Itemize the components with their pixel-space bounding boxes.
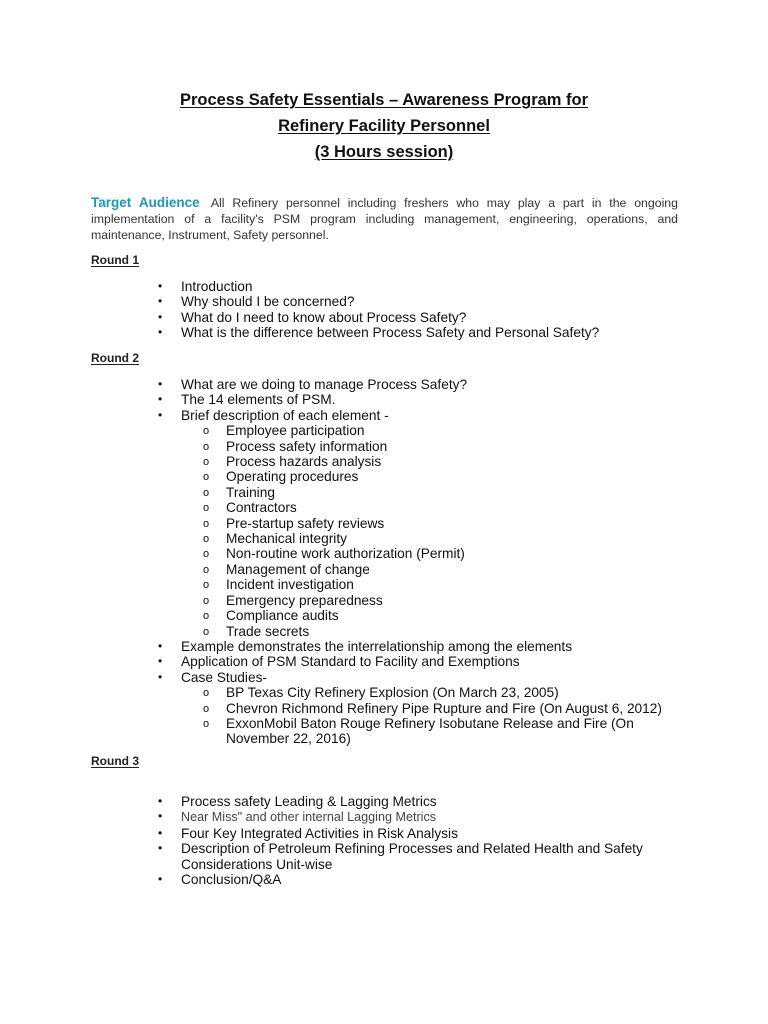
sub-list-item: o Operating procedures: [203, 469, 359, 485]
sub-list-item: o Pre-startup safety reviews: [203, 515, 385, 531]
sub-bullet-icon: o: [203, 548, 210, 561]
document-title-line-2: Refinery Facility Personnel: [278, 117, 490, 135]
sub-bullet-icon: o: [203, 502, 210, 515]
sub-list-item: o Employee participation: [203, 423, 365, 439]
list-item: • What is the difference between Process Safety and Personal Safety?: [158, 325, 600, 341]
sub-bullet-icon: o: [203, 594, 210, 607]
round-2-heading: Round 2: [91, 351, 139, 365]
bullet-icon: •: [158, 294, 163, 309]
sub-list-item: o Compliance audits: [203, 608, 339, 624]
list-item: • Description of Petroleum Refining Processes and Related Health and Safety Considerations Unit-wise: [158, 841, 643, 872]
round-2-list: [158, 377, 718, 747]
list-item: • Near Miss" and other internal Lagging Metrics: [158, 809, 437, 825]
psm-elements-list: [203, 423, 718, 639]
sub-list-item: o Chevron Richmond Refinery Pipe Rupture and Fire (On August 6, 2012): [203, 700, 662, 716]
list-item: • The 14 elements of PSM.: [158, 392, 336, 408]
target-audience-paragraph: [91, 195, 678, 243]
sub-bullet-icon: o: [203, 579, 210, 592]
list-item: • Application of PSM Standard to Facility and Exemptions: [158, 654, 520, 670]
sub-list-item: o Management of change: [203, 561, 370, 577]
list-item: • Introduction: [158, 279, 253, 294]
list-item: • What do I need to know about Process Safety?: [158, 309, 467, 325]
sub-list-item: o Process safety information: [203, 438, 388, 454]
sub-list-item: o Incident investigation: [203, 577, 354, 593]
sub-list-item: o Training: [203, 484, 275, 500]
sub-list-item: o BP Texas City Refinery Explosion (On March 23, 2005): [203, 685, 559, 701]
sub-bullet-icon: o: [203, 471, 210, 484]
bullet-icon: •: [158, 825, 163, 840]
target-audience-label: Target Audience: [91, 195, 200, 210]
bullet-icon: •: [158, 872, 163, 887]
round-3-list: [158, 794, 718, 887]
list-item: • Process safety Leading & Lagging Metrics: [158, 794, 437, 809]
bullet-icon: •: [158, 325, 163, 340]
sub-bullet-icon: o: [203, 610, 210, 623]
sub-list-item: o Process hazards analysis: [203, 454, 382, 470]
sub-bullet-icon: o: [203, 563, 210, 576]
list-item: • Conclusion/Q&A: [158, 872, 282, 888]
bullet-icon: •: [158, 377, 163, 391]
document-title-line-3: (3 Hours session): [314, 143, 454, 161]
bullet-icon: •: [158, 309, 163, 324]
list-item: • Example demonstrates the interrelationship among the elements: [158, 638, 573, 654]
sub-bullet-icon: o: [203, 702, 210, 715]
round-1-heading: Round 1: [91, 253, 139, 267]
list-item: • Case Studies- o BP Texas City Refinery Explosion (On March 23, 2005) o Chevron Richmond Refinery Pipe Rupture and Fire (On August 6, 2012) o ExxonMobil Baton Rouge Refinery Isobutane Release and Fire (On November 22, 2016): [158, 670, 718, 747]
list-item: • Brief description of each element - o Employee participation o Process safety information o Process hazards analysis o Operating procedures o Training o Contractors o Pre-startup safety reviews o Mechanical integrity o Non-routine work authorization (Permit) o Management of change o Incident investigation o Emergency preparedness o Compliance audits o Trade secrets: [158, 408, 718, 639]
sub-bullet-icon: o: [203, 533, 210, 546]
bullet-icon: •: [158, 638, 163, 653]
sub-bullet-icon: o: [203, 687, 210, 700]
bullet-icon: •: [158, 794, 163, 808]
bullet-icon: •: [158, 654, 163, 669]
sub-bullet-icon: o: [203, 456, 210, 469]
case-studies-list: [203, 685, 718, 747]
sub-list-item: o Contractors: [203, 500, 297, 516]
sub-bullet-icon: o: [203, 717, 210, 730]
bullet-icon: •: [158, 392, 163, 407]
sub-list-item: o Non-routine work authorization (Permit): [203, 546, 465, 562]
bullet-icon: •: [158, 407, 163, 422]
list-item: • Why should I be concerned?: [158, 294, 355, 310]
round-1-list: [158, 279, 718, 341]
round-3-heading: Round 3: [91, 754, 139, 768]
sub-bullet-icon: o: [203, 425, 210, 438]
sub-bullet-icon: o: [203, 625, 210, 638]
sub-bullet-icon: o: [203, 517, 210, 530]
sub-list-item: o Trade secrets: [203, 623, 310, 639]
bullet-icon: •: [158, 279, 163, 293]
bullet-icon: •: [158, 669, 163, 684]
sub-list-item: o Emergency preparedness: [203, 592, 383, 608]
sub-list-item: o Mechanical integrity: [203, 531, 347, 547]
sub-bullet-icon: o: [203, 440, 210, 453]
list-item: • Four Key Integrated Activities in Risk Analysis: [158, 825, 458, 841]
sub-bullet-icon: o: [203, 486, 210, 499]
target-audience-text: All Refinery personnel including freshers who may play a part in the ongoing implementation of a facility's PSM program including management, engineering, operations, and maintenance, Instrument, Safety personnel.: [91, 196, 678, 242]
list-item: • What are we doing to manage Process Safety?: [158, 377, 468, 392]
sub-list-item: o ExxonMobil Baton Rouge Refinery Isobutane Release and Fire (On November 22, 2016): [203, 715, 634, 747]
bullet-icon: •: [158, 841, 163, 856]
bullet-icon: •: [158, 809, 163, 824]
document-title-line-1: Process Safety Essentials – Awareness Program for: [179, 91, 589, 109]
